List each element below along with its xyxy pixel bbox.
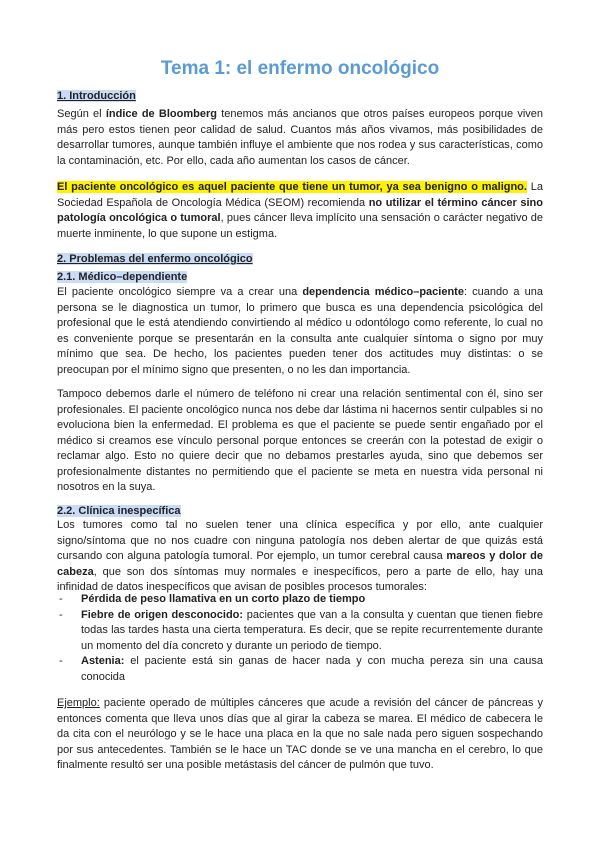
- dep-p2-text: Tampoco debemos darle el número de teléfono ni crear una relación sentimental con él, sino ser profesionales. El paciente oncológico nunca nos debe dar lástima ni hacernos sentir culpables si no evoluciona bien la enfermedad. El problema es que el paciente se puede sentir engañado por el médico si creamos ese vínculo personal porque entonces se creerán con la potestad de exigir o reclamar algo. Esto no quiere decir que no debamos prestarles ayuda, sino que debemos ser profesionalmente distantes no permitiendo que el paciente se meta en nuestra vida personal ni nosotros en la suya.: [57, 388, 543, 493]
- dep-p1-text-c: : cuando a una persona se le diagnostica un tumor, lo primero que busca es una dependencia psicológica del profesional que le está atendiendo convirtiendo al médico u odontólogo como referente, lo cual no es conveniente porque se presentarán en la consulta ante cualquier síntoma o signo por muy mínimo que sea. De hecho, los pacientes pueden tener dos actitudes muy distintas: o se preocupan por el mínimo signo que presenten, o no les dan importancia.: [57, 286, 543, 376]
- bullet-3-bold: Astenia:: [81, 655, 125, 667]
- section-1-heading: 1. Introducción: [57, 90, 136, 102]
- dash-marker: -: [59, 655, 63, 667]
- bullet-2-bold: Fiebre de origen desconocido:: [81, 608, 244, 621]
- clinic-p1-text-a: Los tumores como tal no suelen tener una clínica específica y por ello, ante cualquier signo/síntoma que no nos cuadre con ninguna patología nos deben alertar de que quizás está cursando con alguna patología tumoral. Por ejemplo, un tumor cerebral causa: [57, 519, 543, 562]
- bullet-3-text: el paciente está sin ganas de hacer nada y con mucha pereza sin una causa conocida: [81, 655, 543, 683]
- symptom-list: [57, 592, 543, 685]
- intro-p1-text-c: tenemos más ancianos que otros países europeos porque viven más pero estos tienen peor calidad de salud. Cuantos más años vivamos, más posibilidades de desarrollar tumores, aunque también influye el ambiente que nos rodea y sus características, como la contaminación, etc. Por ello, cada año aumentan los casos de cáncer.: [57, 108, 544, 167]
- section-2-heading: 2. Problemas del enfermo oncológico: [57, 253, 253, 265]
- section-1-heading-wrap: [57, 89, 543, 105]
- example-paragraph: [57, 696, 543, 774]
- dependency-paragraph-2: [57, 387, 543, 496]
- intro-p2-text-c: , pues cáncer lleva implícito una sensación o carácter negativo de muerte inminente, lo que supone un estigma.: [57, 212, 543, 240]
- section-2-heading-wrap: [57, 252, 543, 268]
- example-text: paciente operado de múltiples cánceres que acude a revisión del cáncer de páncreas y entonces comenta que lleva unos días que al girar la cabeza se marea. El médico de cabecera le da cita con el neurólogo y se le hace una placa en la que no sale nada pero siguen sospechando por sus antecedentes. También se le hace un TAC donde se ve una mancha en el cerebro, lo que finalmente resultó ser una posible metástasis del cáncer de pulmón que tuvo.: [57, 697, 543, 771]
- subsection-2-1-heading-wrap: [57, 270, 543, 286]
- intro-p2-bold: no utilizar el término cáncer sino patología oncológica o tumoral: [57, 196, 543, 224]
- clinic-p1-bold: mareos y dolor de cabeza: [57, 550, 543, 578]
- list-item: [57, 592, 543, 608]
- bullet-2-text: pacientes que van a la consulta y cuentan que tienen fiebre todas las tardes hasta una cierta temperatura. Es decir, que se repite recurrentemente durante un momento del día concreto y durante un periodo de tiempo.: [81, 608, 543, 652]
- intro-paragraph-2: [57, 180, 543, 242]
- example-label: Ejemplo:: [57, 697, 100, 709]
- list-item: [57, 654, 543, 685]
- intro-p1-text-a: Según el: [57, 108, 106, 120]
- dash-marker: -: [59, 608, 63, 621]
- list-item: [57, 608, 543, 655]
- intro-p2-text-a: La Sociedad Española de Oncología Médica (SEOM) recomienda: [57, 181, 543, 209]
- dash-marker: -: [59, 593, 63, 605]
- intro-paragraph-1: [57, 107, 543, 169]
- clinic-p1-text-c: , que son dos síntomas muy normales e inespecíficos, pero a parte de ello, hay una infinidad de datos inespecíficos que avisan de posibles procesos tumorales:: [57, 565, 543, 593]
- dep-p1-bold: dependencia médico–paciente: [302, 286, 464, 298]
- symptom-list-wrap: [57, 592, 543, 685]
- intro-p2-highlight: El paciente oncológico es aquel paciente que tiene un tumor, ya sea benigno o maligno.: [57, 181, 527, 193]
- dep-p1-text-a: El paciente oncológico siempre va a crear una: [57, 286, 303, 298]
- intro-p1-bold: índice de Bloomberg: [105, 108, 217, 120]
- bullet-1-bold: Pérdida de peso llamativa en un corto plazo de tiempo: [81, 593, 366, 605]
- subsection-2-1-heading: 2.1. Médico–dependiente: [57, 271, 188, 283]
- dependency-paragraph-1: [57, 285, 543, 378]
- subsection-2-2-heading: 2.2. Clínica inespecífica: [57, 505, 181, 517]
- clinic-paragraph-1: [57, 518, 543, 596]
- document-title: Tema 1: el enfermo oncológico: [160, 58, 440, 79]
